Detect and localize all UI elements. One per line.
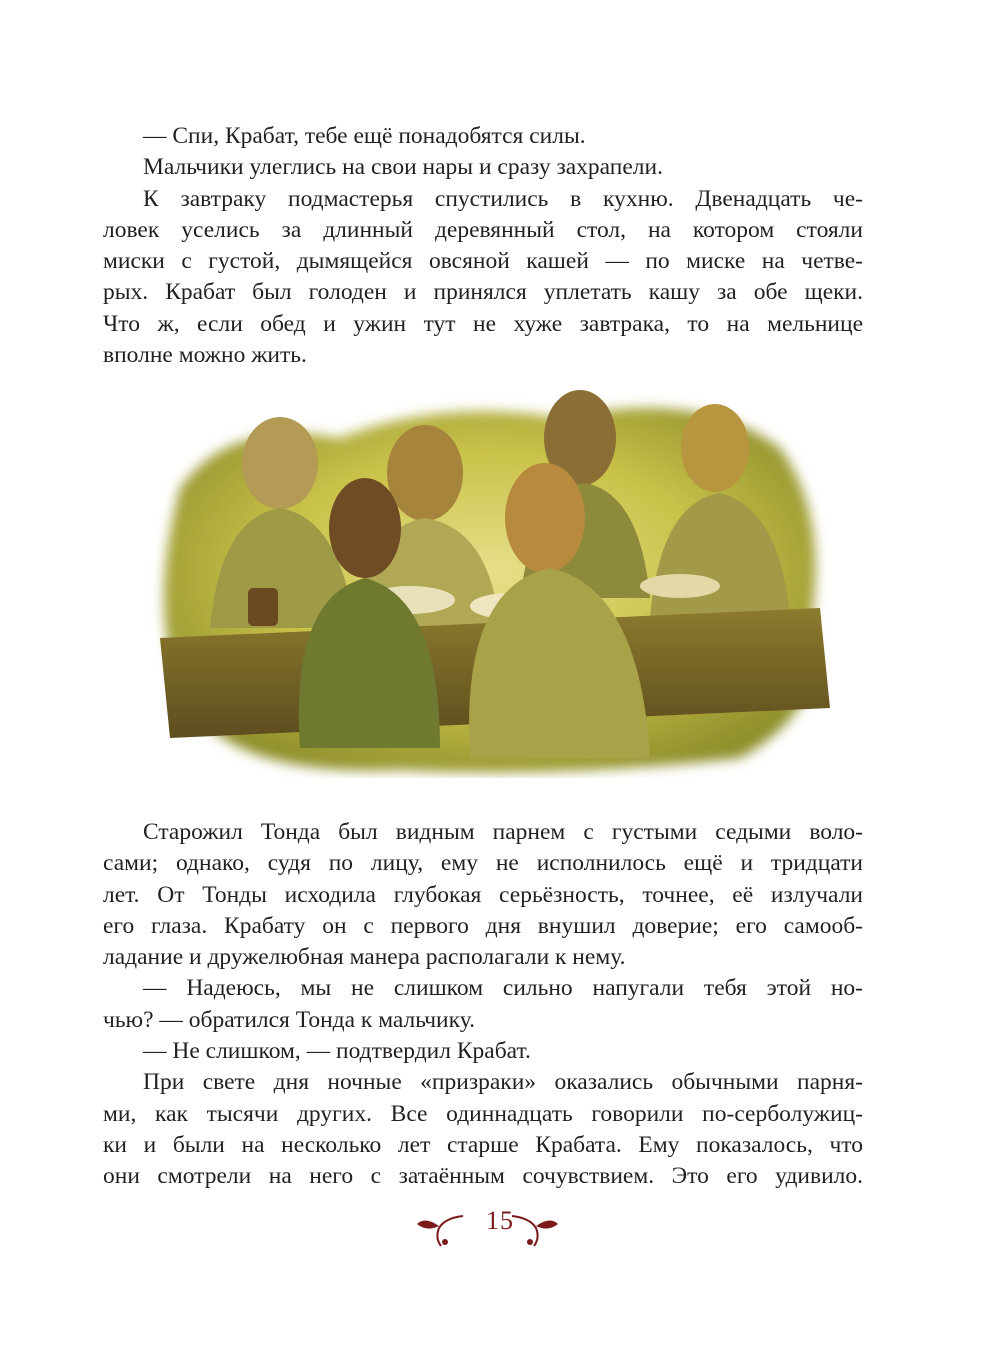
leaf-ornament-right-icon — [510, 1212, 560, 1248]
paragraph — [103, 184, 863, 372]
paragraph — [103, 152, 863, 183]
paragraph — [103, 1067, 863, 1192]
text-line: Старожил Тонда был видным парнем с густыми седыми воло- — [143, 819, 863, 845]
paragraph — [103, 973, 863, 1036]
illustration-image — [140, 378, 830, 778]
text-line: его глаза. Крабату он с первого дня внушил доверие; его самооб- — [103, 912, 863, 939]
paragraph — [103, 1036, 863, 1067]
text-line: сами; однако, судя по лицу, ему не исполнилось ещё и тридцати — [103, 850, 863, 877]
paragraph — [103, 817, 863, 973]
text-line: При свете дня ночные «призраки» оказались обычными парня- — [143, 1069, 863, 1096]
text-line: — Спи, Крабат, тебе ещё понадобятся силы. — [143, 123, 586, 149]
text-line: ки и были на несколько лет старше Крабата. Ему показалось, что — [103, 1131, 863, 1158]
page-number: 15 — [486, 1206, 514, 1235]
page-footer — [0, 1204, 1000, 1250]
text-line: миски с густой, дымящейся овсяной кашей — по миске на четве- — [103, 248, 863, 275]
bottom-text-block — [103, 817, 863, 1193]
text-line: — Не слишком, — подтвердил Крабат. — [143, 1038, 531, 1065]
text-line: они смотрели на него с затаённым сочувствием. Это его удивило. — [103, 1163, 863, 1190]
text-line: К завтраку подмастерья спустились в кухню. Двенадцать че- — [143, 185, 863, 212]
text-line: вполне можно жить. — [103, 342, 307, 369]
text-line: ловек уселись за длинный деревянный стол, на котором стояли — [103, 216, 863, 243]
illustration-meal-scene — [140, 378, 830, 778]
text-line: ми, как тысячи других. Все одиннадцать говорили по-серболужиц- — [103, 1100, 863, 1127]
text-line: ладание и дружелюбная манера располагали к нему. — [103, 944, 626, 971]
text-line: рых. Крабат был голоден и принялся уплетать кашу за обе щеки. — [103, 279, 863, 306]
text-line: Мальчики улеглись на свои нары и сразу захрапели. — [143, 154, 663, 181]
text-line: Что ж, если обед и ужин тут не хуже завтрака, то на мельнице — [103, 310, 863, 337]
text-line: чью? — обратился Тонда к мальчику. — [103, 1006, 475, 1033]
paragraph — [103, 121, 863, 152]
text-line: лет. От Тонды исходила глубокая серьёзность, точнее, её излучали — [103, 881, 863, 908]
text-line: — Надеюсь, мы не слишком сильно напугали тебя этой но- — [143, 975, 863, 1002]
top-text-block — [103, 121, 863, 371]
